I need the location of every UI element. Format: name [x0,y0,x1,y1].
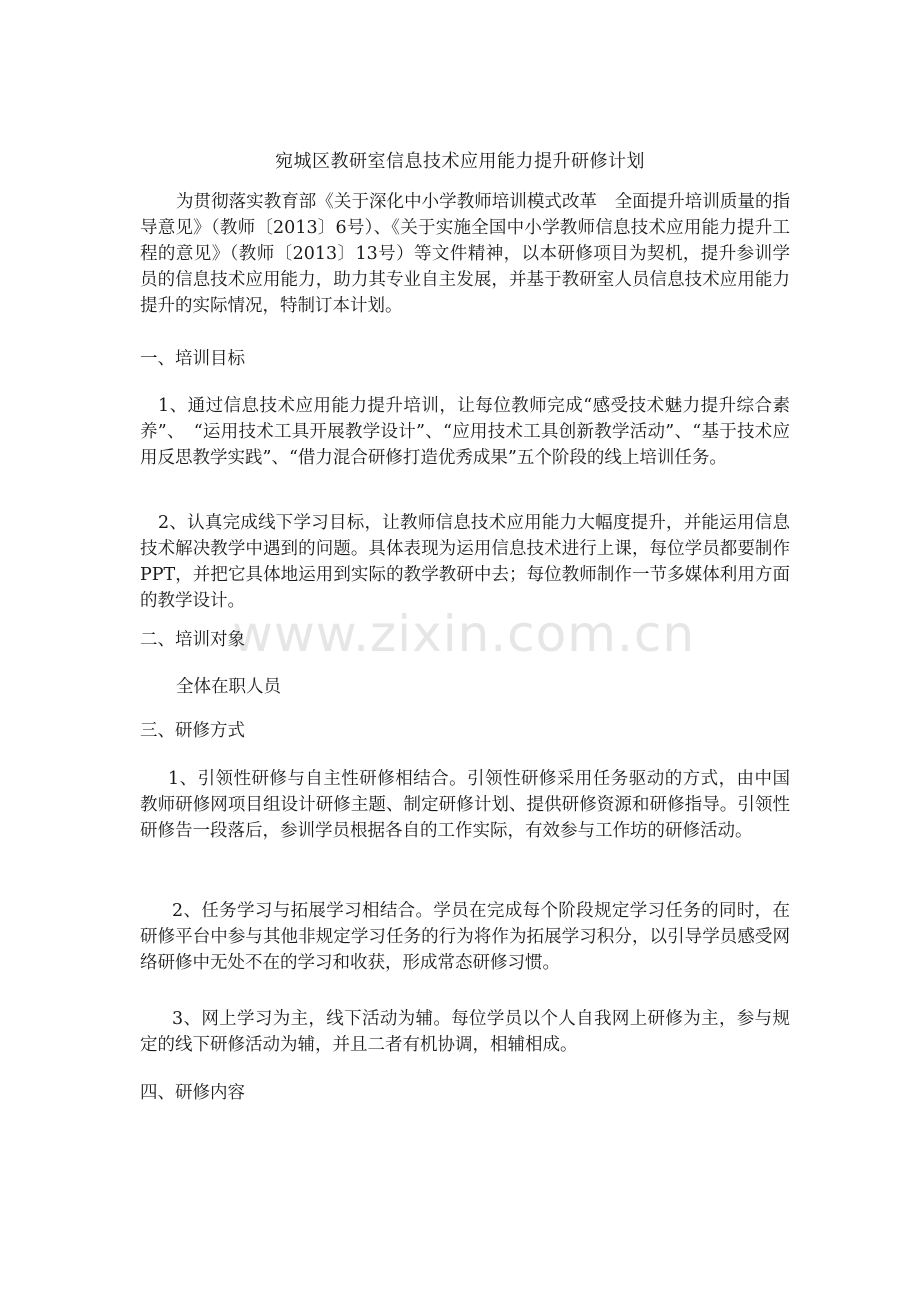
section-heading-study-content: 四、研修内容 [140,1083,245,1103]
intro-paragraph: 为贯彻落实教育部《关于深化中小学教师培训模式改革 全面提升培训质量的指导意见》（教师〔2013〕6号）、《关于实施全国中小学教师信息技术应用能力提升工程的意见》（教师〔2013〕13号）等文件精神，以本研修项目为契机，提升参训学员的信息技术应用能力，助力其专业自主发展，并基于教研室人员信息技术应用能力提升的实际情况，特制订本计划。 [140,192,790,316]
watermark: www.zixin.com.cn [232,605,696,663]
document-title: 宛城区教研室信息技术应用能力提升研修计划 [275,151,645,172]
study-method-item-1: 1、引领性研修与自主性研修相结合。引领性研修采用任务驱动的方式，由中国教师研修网项目组设计研修主题、制定研修计划、提供研修资源和研修指导。引领性研修告一段落后，参训学员根据各自的工作实际，有效参与工作坊的研修活动。 [140,769,790,841]
study-method-item-2: 2、任务学习与拓展学习相结合。学员在完成每个阶段规定学习任务的同时，在研修平台中参与其他非规定学习任务的行为将作为拓展学习积分，以引导学员感受网络研修中无处不在的学习和收获，形成常态研修习惯。 [140,901,790,973]
section-heading-study-methods: 三、研修方式 [140,721,245,741]
training-target-text: 全体在职人员 [176,677,281,697]
training-goal-item-2: 2、认真完成线下学习目标，让教师信息技术应用能力大幅度提升，并能运用信息技术解决教学中遇到的问题。具体表现为运用信息技术进行上课，每位学员都要制作PPT，并把它具体地运用到实际的教学教研中去；每位教师制作一节多媒体利用方面的教学设计。 [140,513,790,611]
training-goal-item-1: 1、通过信息技术应用能力提升培训，让每位教师完成“感受技术魅力提升综合素养”、 “运用技术工具开展教学设计”、“应用技术工具创新教学活动”、“基于技术应用反思教学实践”、“借力混合研修打造优秀成果”五个阶段的线上培训任务。 [140,396,790,468]
section-heading-training-target: 二、培训对象 [140,630,245,650]
section-heading-training-goals: 一、培训目标 [140,349,245,369]
study-method-item-3: 3、网上学习为主，线下活动为辅。每位学员以个人自我网上研修为主，参与规定的线下研修活动为辅，并且二者有机协调，相辅相成。 [140,1009,790,1055]
